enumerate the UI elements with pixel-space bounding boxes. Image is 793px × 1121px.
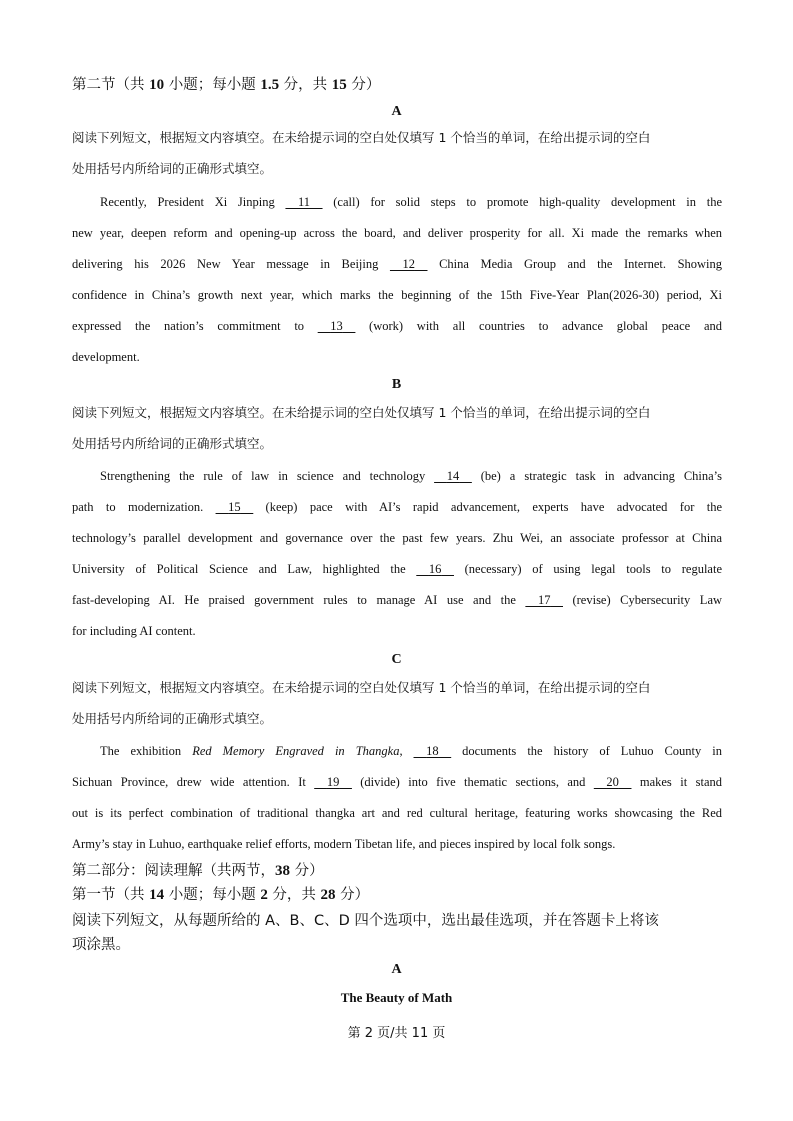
answer-blank-11[interactable]: 11	[297, 195, 311, 209]
answer-blank-12[interactable]: 12	[402, 257, 415, 271]
passage-text: delivering his 2026 New Year message in Beijing	[72, 257, 379, 271]
answer-blank-19[interactable]: 19	[326, 775, 340, 789]
passage-line	[72, 592, 722, 608]
passage-text: (call) for solid steps to promote high-quality development in the	[333, 195, 723, 209]
passage-text: Recently, President Xi Jinping	[100, 195, 275, 209]
answer-blank-16[interactable]: 16	[428, 562, 442, 576]
passage-line	[72, 256, 722, 272]
passage-text: (necessary) of using legal tools to regulate	[464, 562, 722, 576]
passage-text: (divide) into five thematic sections, and	[360, 775, 586, 789]
instruction-line: 处用括号内所给词的正确形式填空。	[72, 436, 273, 451]
points-each: 2	[260, 887, 268, 903]
answer-blank-18[interactable]: 18	[426, 744, 439, 758]
passage-text: Strengthening the rule of law in science and technology	[100, 469, 426, 483]
passage-line: new year, deepen reform and opening-up across the board, and deliver prosperity for all. Xi made the remarks when	[72, 226, 722, 240]
passage-line	[72, 318, 722, 334]
passage-text: (revise) Cybersecurity Law	[572, 593, 723, 607]
passage-line: for including AI content.	[72, 624, 196, 638]
passage-text: makes it stand	[639, 775, 723, 789]
passage-line	[72, 774, 722, 790]
instruction-line: 阅读下列短文，根据短文内容填空。在未给提示词的空白处仅填写 1 个恰当的单词，在给出提示词的空白	[72, 405, 651, 420]
passage-text: (be) a strategic task in advancing China’s	[480, 469, 723, 483]
passage-line	[72, 561, 722, 577]
points-total: 28	[320, 887, 336, 903]
exhibition-title: Red Memory Engraved in Thangka	[192, 744, 400, 758]
section-heading	[72, 76, 380, 94]
passage-title: The Beauty of Math	[340, 990, 453, 1005]
heading-text: 第一节（共	[72, 887, 150, 903]
heading-text: 分）	[346, 77, 381, 93]
passage-text: The exhibition	[100, 744, 182, 758]
instruction-line: 阅读下列短文，根据短文内容填空。在未给提示词的空白处仅填写 1 个恰当的单词，在给出提示词的空白	[72, 130, 651, 145]
section-heading	[72, 886, 369, 904]
heading-text: 小题；每小题	[164, 77, 261, 93]
passage-text: fast-developing AI. He praised government rules to manage AI use and the	[72, 593, 516, 607]
part-heading	[72, 862, 324, 880]
passage-text: Sichuan Province, drew wide attention. It	[72, 775, 306, 789]
passage-letter: C	[391, 652, 402, 667]
passage-line: development.	[72, 350, 140, 364]
passage-line: Army’s stay in Luhuo, earthquake relief efforts, modern Tibetan life, and pieces inspired by local folk songs.	[72, 837, 616, 851]
answer-blank-15[interactable]: 15	[228, 500, 241, 514]
instruction-line: 阅读下列短文，从每题所给的 A、B、C、D 四个选项中，选出最佳选项，并在答题卡上将该	[72, 913, 659, 929]
passage-letter: A	[391, 962, 402, 977]
passage-text: expressed the nation’s commitment to	[72, 319, 305, 333]
question-count: 10	[149, 77, 165, 93]
points-total: 15	[331, 77, 347, 93]
passage-text: ,	[399, 744, 403, 758]
passage-text: China Media Group and the Internet. Showing	[439, 257, 723, 271]
instruction-line: 处用括号内所给词的正确形式填空。	[72, 161, 273, 176]
instruction-line: 处用括号内所给词的正确形式填空。	[72, 711, 273, 726]
passage-line	[100, 743, 722, 759]
passage-line	[72, 499, 722, 515]
passage-letter: B	[391, 377, 402, 392]
points-each: 1.5	[260, 77, 280, 93]
passage-line: out is its perfect combination of traditional thangka art and red cultural heritage, featuring works showcasing the Red	[72, 806, 722, 820]
instruction-line: 项涂黑。	[72, 937, 130, 953]
answer-blank-14[interactable]: 14	[446, 469, 460, 483]
passage-text: (keep) pace with AI’s rapid advancement, experts have advocated for the	[265, 500, 723, 514]
answer-blank-20[interactable]: 20	[606, 775, 619, 789]
passage-line	[100, 468, 722, 484]
answer-blank-17[interactable]: 17	[537, 593, 551, 607]
passage-text: University of Political Science and Law, highlighted the	[72, 562, 406, 576]
heading-text: 分，共	[279, 77, 332, 93]
part-points: 38	[275, 863, 290, 879]
passage-line	[100, 194, 722, 210]
heading-text: 分，共	[267, 887, 321, 903]
passage-text: (work) with all countries to advance global peace and	[369, 319, 722, 333]
answer-blank-13[interactable]: 13	[330, 319, 343, 333]
passage-letter: A	[391, 104, 402, 119]
page-number: 第 2 页/共 11 页	[347, 1026, 446, 1041]
passage-text: path to modernization.	[72, 500, 204, 514]
passage-text: documents the history of Luhuo County in	[462, 744, 723, 758]
heading-text: 第二部分：阅读理解（共两节，	[72, 863, 275, 879]
heading-text: 第二节（共	[72, 77, 150, 93]
heading-text: 分）	[290, 863, 324, 879]
passage-line: confidence in China’s growth next year, which marks the beginning of the 15th Five-Year Plan(2026-30) period, Xi	[72, 288, 722, 302]
heading-text: 小题；每小题	[164, 887, 261, 903]
question-count: 14	[149, 887, 165, 903]
instruction-line: 阅读下列短文，根据短文内容填空。在未给提示词的空白处仅填写 1 个恰当的单词，在给出提示词的空白	[72, 680, 651, 695]
passage-line: technology’s parallel development and governance over the past few years. Zhu Wei, an associate professor at China	[72, 531, 722, 545]
heading-text: 分）	[335, 887, 370, 903]
